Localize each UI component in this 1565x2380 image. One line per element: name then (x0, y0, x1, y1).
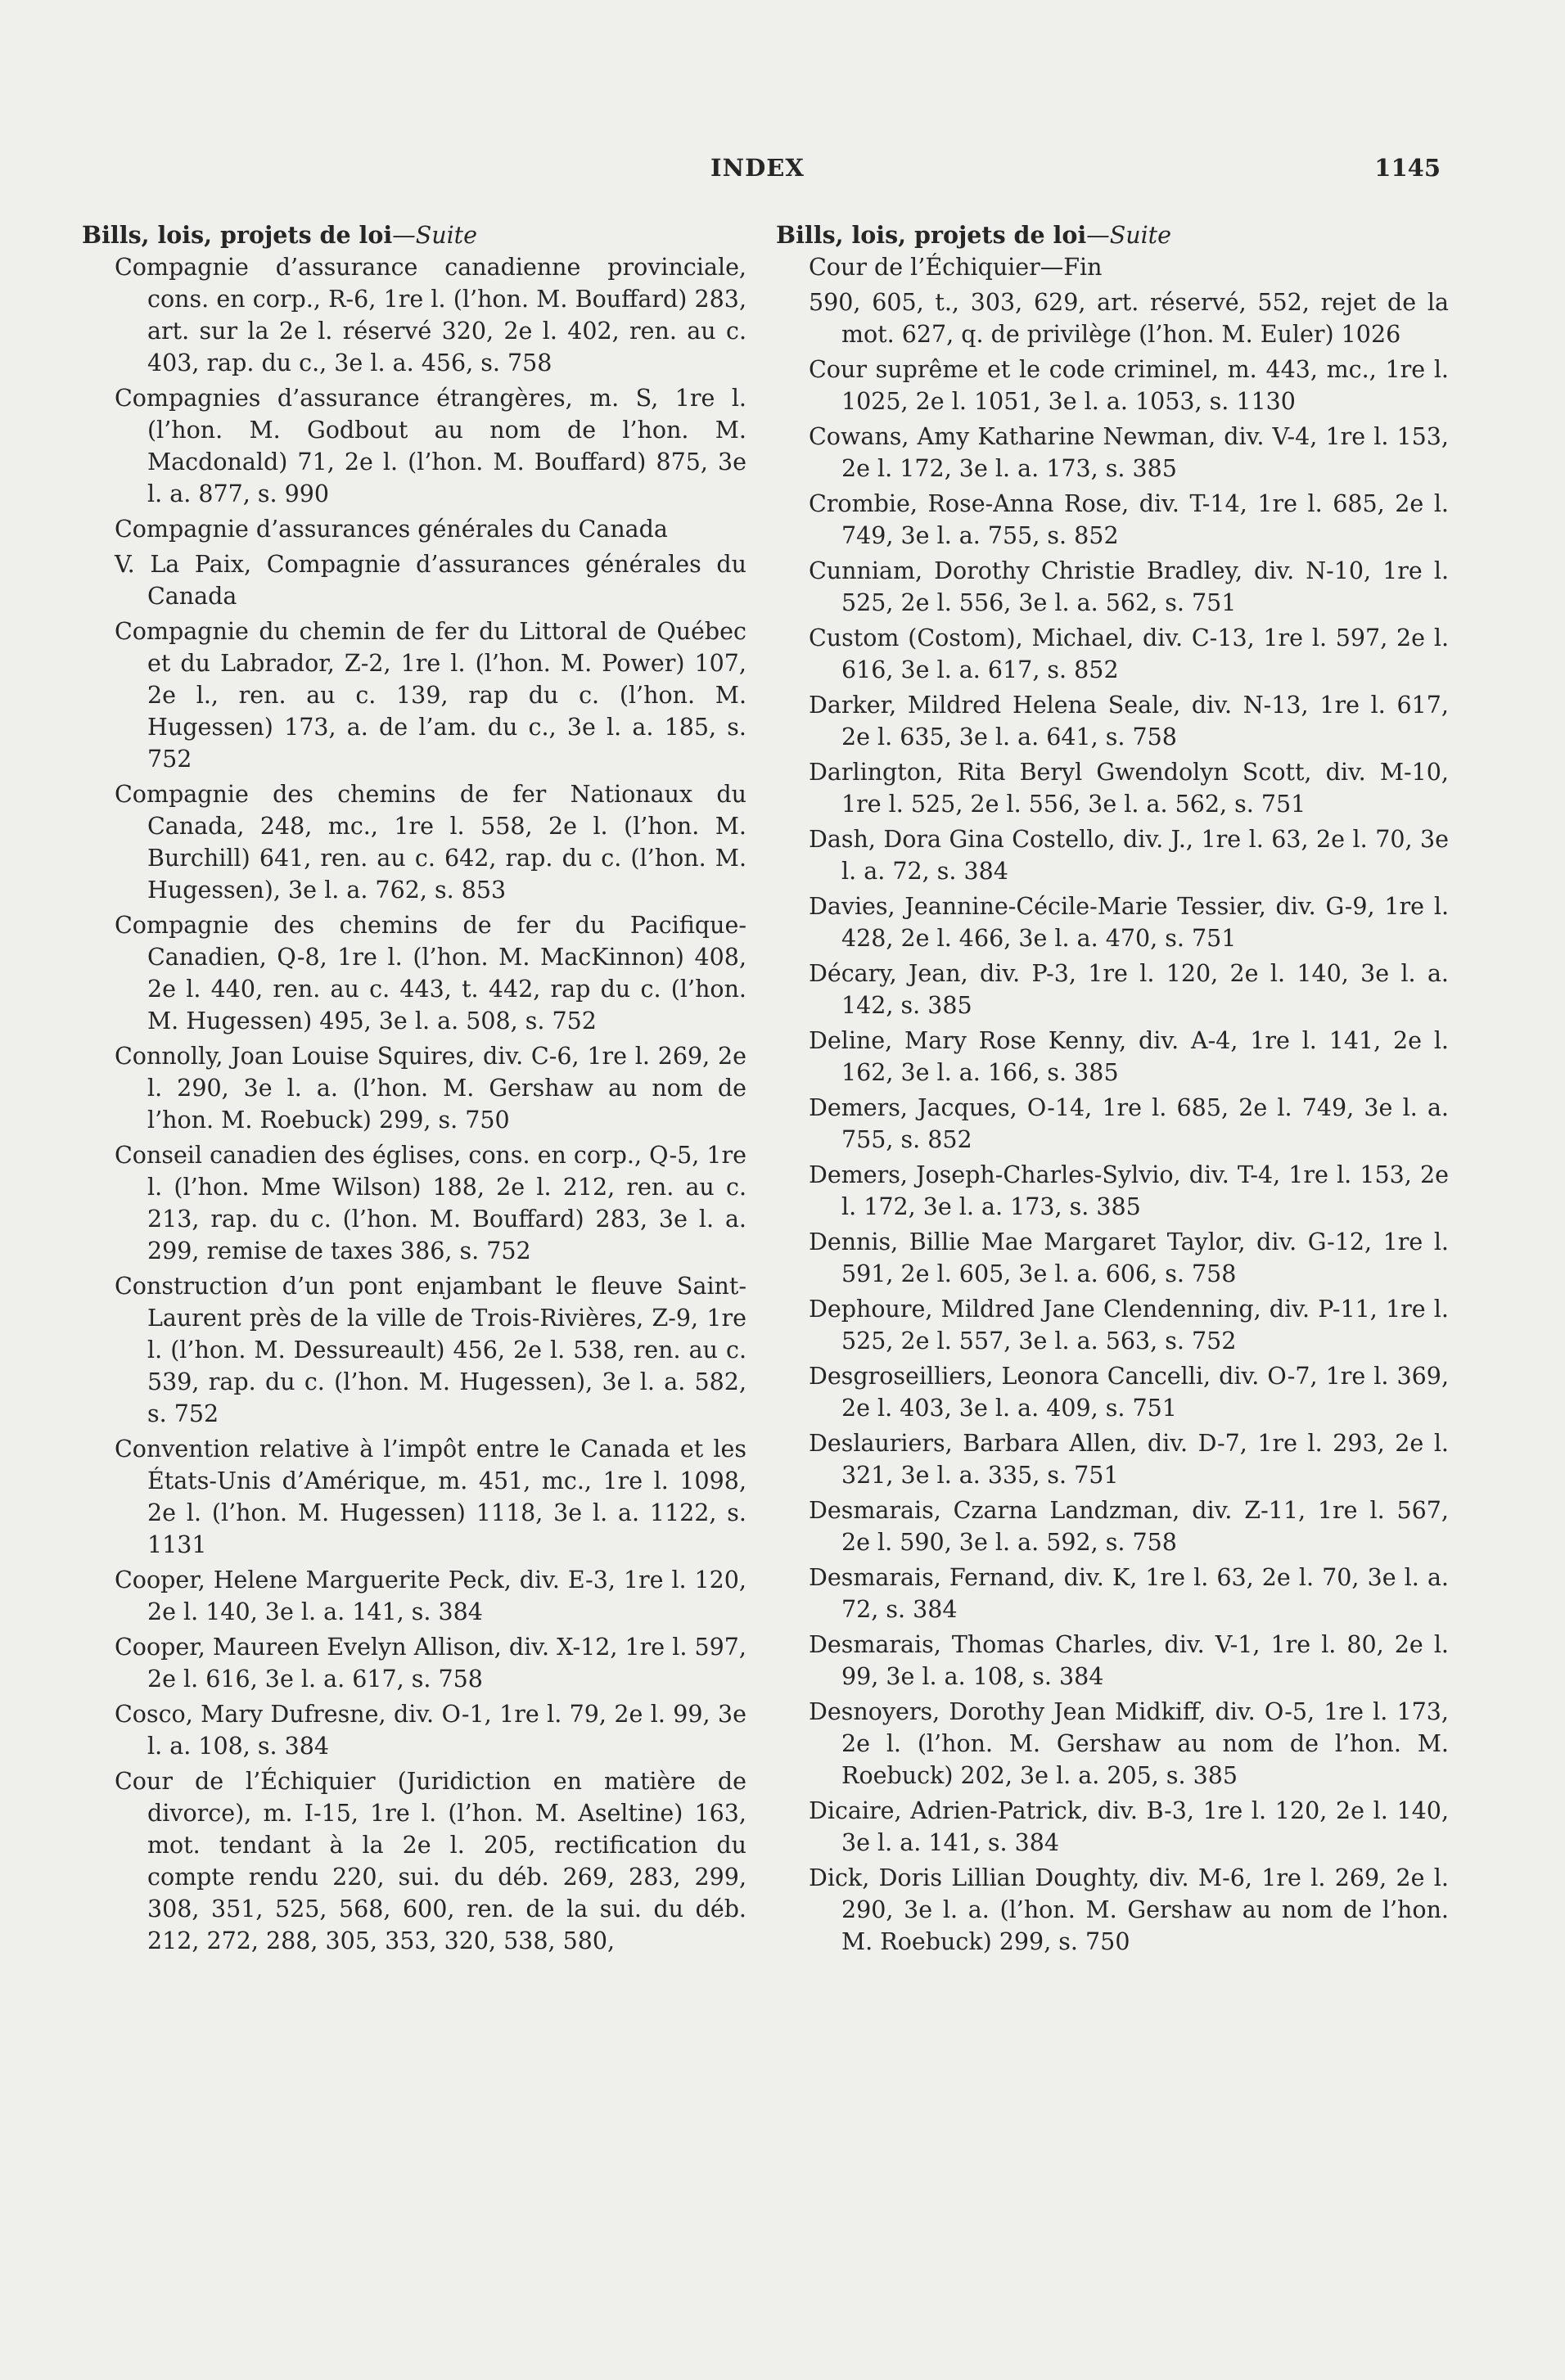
heading-continued: —Suite (1086, 222, 1172, 249)
index-entry: Décary, Jean, div. P-3, 1re l. 120, 2e l. 140, 3e l. a. 142, s. 385 (809, 960, 1449, 1019)
page-title: INDEX (710, 154, 805, 182)
index-entry: Desmarais, Fernand, div. K, 1re l. 63, 2e l. 70, 3e l. a. 72, s. 384 (809, 1564, 1449, 1623)
entry-list (776, 251, 1449, 1958)
heading-continued: —Suite (392, 222, 478, 249)
running-head (0, 154, 1565, 187)
index-entry: Deslauriers, Barbara Allen, div. D-7, 1re l. 293, 2e l. 321, 3e l. a. 335, s. 751 (809, 1430, 1449, 1489)
index-entry: Darlington, Rita Beryl Gwendolyn Scott, div. M-10, 1re l. 525, 2e l. 556, 3e l. a. 562, s. 751 (809, 759, 1449, 818)
index-entry: Cour suprême et le code criminel, m. 443, mc., 1re l. 1025, 2e l. 1051, 3e l. a. 1053, s. 1130 (809, 356, 1449, 415)
index-entry: Conseil canadien des églises, cons. en corp., Q-5, 1re l. (l’hon. Mme Wilson) 188, 2e l. 212, ren. au c. 213, rap. du c. (l’hon. M. Bouffard) 283, 3e l. a. 299, remise de taxes 386, s. 752 (115, 1142, 746, 1264)
index-entry: 590, 605, t., 303, 629, art. réservé, 552, rejet de la mot. 627, q. de privilège (l’hon. M. Euler) 1026 (809, 289, 1449, 348)
index-entry: Desmarais, Czarna Landzman, div. Z-11, 1re l. 567, 2e l. 590, 3e l. a. 592, s. 758 (809, 1497, 1449, 1556)
index-entry: Desmarais, Thomas Charles, div. V-1, 1re l. 80, 2e l. 99, 3e l. a. 108, s. 384 (809, 1631, 1449, 1690)
index-entry: Cooper, Maureen Evelyn Allison, div. X-12, 1re l. 597, 2e l. 616, 3e l. a. 617, s. 758 (115, 1634, 746, 1693)
page-number: 1145 (1374, 154, 1441, 182)
index-entry: V. La Paix, Compagnie d’assurances générales du Canada (115, 551, 746, 610)
index-entry: Compagnie des chemins de fer du Pacifique-Canadien, Q-8, 1re l. (l’hon. M. MacKinnon) 408, 2e l. 440, ren. au c. 443, t. 442, rap du c. (l’hon. M. Hugessen) 495, 3e l. a. 508, s. 752 (115, 912, 746, 1034)
right-column (776, 219, 1449, 1961)
index-entry: Dephoure, Mildred Jane Clendenning, div. P-11, 1re l. 525, 2e l. 557, 3e l. a. 563, s. 752 (809, 1296, 1449, 1355)
index-entry: Compagnie d’assurances générales du Canada (115, 516, 668, 543)
index-entry: Desnoyers, Dorothy Jean Midkiff, div. O-5, 1re l. 173, 2e l. (l’hon. M. Gershaw au nom de l’hon. M. Roebuck) 202, 3e l. a. 205, s. 385 (809, 1698, 1449, 1789)
index-entry: Cooper, Helene Marguerite Peck, div. E-3, 1re l. 120, 2e l. 140, 3e l. a. 141, s. 384 (115, 1566, 746, 1625)
index-entry: Cosco, Mary Dufresne, div. O-1, 1re l. 79, 2e l. 99, 3e l. a. 108, s. 384 (115, 1701, 746, 1760)
index-entry: Deline, Mary Rose Kenny, div. A-4, 1re l. 141, 2e l. 162, 3e l. a. 166, s. 385 (809, 1027, 1449, 1086)
index-entry: Compagnie des chemins de fer Nationaux du Canada, 248, mc., 1re l. 558, 2e l. (l’hon. M. Burchill) 641, ren. au c. 642, rap. du c. (l’hon. M. Hugessen), 3e l. a. 762, s. 853 (115, 781, 746, 904)
index-entry: Construction d’un pont enjambant le fleuve Saint-Laurent près de la ville de Trois-Rivières, Z-9, 1re l. (l’hon. M. Dessureault) 456, 2e l. 538, ren. au c. 539, rap. du c. (l’hon. M. Hugessen), 3e l. a. 582, s. 752 (115, 1273, 746, 1427)
index-entry: Cunniam, Dorothy Christie Bradley, div. N-10, 1re l. 525, 2e l. 556, 3e l. a. 562, s. 751 (809, 557, 1449, 616)
index-entry: Custom (Costom), Michael, div. C-13, 1re l. 597, 2e l. 616, 3e l. a. 617, s. 852 (809, 624, 1449, 683)
index-entry: Cour de l’Échiquier (Juridiction en matière de divorce), m. I-15, 1re l. (l’hon. M. Aseltine) 163, mot. tendant à la 2e l. 205, rectification du compte rendu 220, sui. du déb. 269, 283, 299, 308, 351, 525, 568, 600, ren. de la sui. du déb. 212, 272, 288, 305, 353, 320, 538, 580, (115, 1768, 746, 1954)
index-entry: Dash, Dora Gina Costello, div. J., 1re l. 63, 2e l. 70, 3e l. a. 72, s. 384 (809, 826, 1449, 885)
heading-text: Bills, lois, projets de loi (82, 221, 393, 249)
index-entry: Darker, Mildred Helena Seale, div. N-13, 1re l. 617, 2e l. 635, 3e l. a. 641, s. 758 (809, 692, 1449, 751)
index-entry: Demers, Joseph-Charles-Sylvio, div. T-4, 1re l. 153, 2e l. 172, 3e l. a. 173, s. 385 (809, 1161, 1449, 1220)
index-entry: Cowans, Amy Katharine Newman, div. V-4, 1re l. 153, 2e l. 172, 3e l. a. 173, s. 385 (809, 423, 1449, 482)
index-entry: Compagnie d’assurance canadienne provinciale, cons. en corp., R-6, 1re l. (l’hon. M. Bouffard) 283, art. sur la 2e l. réservé 320, 2e l. 402, ren. au c. 403, rap. du c., 3e l. a. 456, s. 758 (115, 254, 746, 376)
index-entry: Connolly, Joan Louise Squires, div. C-6, 1re l. 269, 2e l. 290, 3e l. a. (l’hon. M. Gershaw au nom de l’hon. M. Roebuck) 299, s. 750 (115, 1043, 746, 1134)
index-entry: Dick, Doris Lillian Doughty, div. M-6, 1re l. 269, 2e l. 290, 3e l. a. (l’hon. M. Gershaw au nom de l’hon. M. Roebuck) 299, s. 750 (809, 1864, 1449, 1955)
index-entry: Cour de l’Échiquier—Fin (809, 254, 1103, 281)
index-entry: Convention relative à l’impôt entre le Canada et les États-Unis d’Amérique, m. 451, mc., 1re l. 1098, 2e l. (l’hon. M. Hugessen) 1118, 3e l. a. 1122, s. 1131 (115, 1436, 746, 1558)
index-entry: Demers, Jacques, O-14, 1re l. 685, 2e l. 749, 3e l. a. 755, s. 852 (809, 1094, 1449, 1153)
section-heading (776, 219, 1449, 251)
index-entry: Davies, Jeannine-Cécile-Marie Tessier, div. G-9, 1re l. 428, 2e l. 466, 3e l. a. 470, s. 751 (809, 893, 1449, 952)
index-entry: Dicaire, Adrien-Patrick, div. B-3, 1re l. 120, 2e l. 140, 3e l. a. 141, s. 384 (809, 1797, 1449, 1856)
heading-text: Bills, lois, projets de loi (776, 221, 1087, 249)
index-entry: Dennis, Billie Mae Margaret Taylor, div. G-12, 1re l. 591, 2e l. 605, 3e l. a. 606, s. 758 (809, 1228, 1449, 1287)
index-entry: Compagnie du chemin de fer du Littoral de Québec et du Labrador, Z-2, 1re l. (l’hon. M. Power) 107, 2e l., ren. au c. 139, rap du c. (l’hon. M. Hugessen) 173, a. de l’am. du c., 3e l. a. 185, s. 752 (115, 618, 746, 773)
left-column (82, 219, 746, 1960)
section-heading (82, 219, 746, 251)
index-entry: Crombie, Rose-Anna Rose, div. T-14, 1re l. 685, 2e l. 749, 3e l. a. 755, s. 852 (809, 490, 1449, 549)
index-entry: Desgroseilliers, Leonora Cancelli, div. O-7, 1re l. 369, 2e l. 403, 3e l. a. 409, s. 751 (809, 1363, 1449, 1422)
index-entry: Compagnies d’assurance étrangères, m. S, 1re l. (l’hon. M. Godbout au nom de l’hon. M. Macdonald) 71, 2e l. (l’hon. M. Bouffard) 875, 3e l. a. 877, s. 990 (115, 385, 746, 507)
entry-list (82, 251, 746, 1957)
